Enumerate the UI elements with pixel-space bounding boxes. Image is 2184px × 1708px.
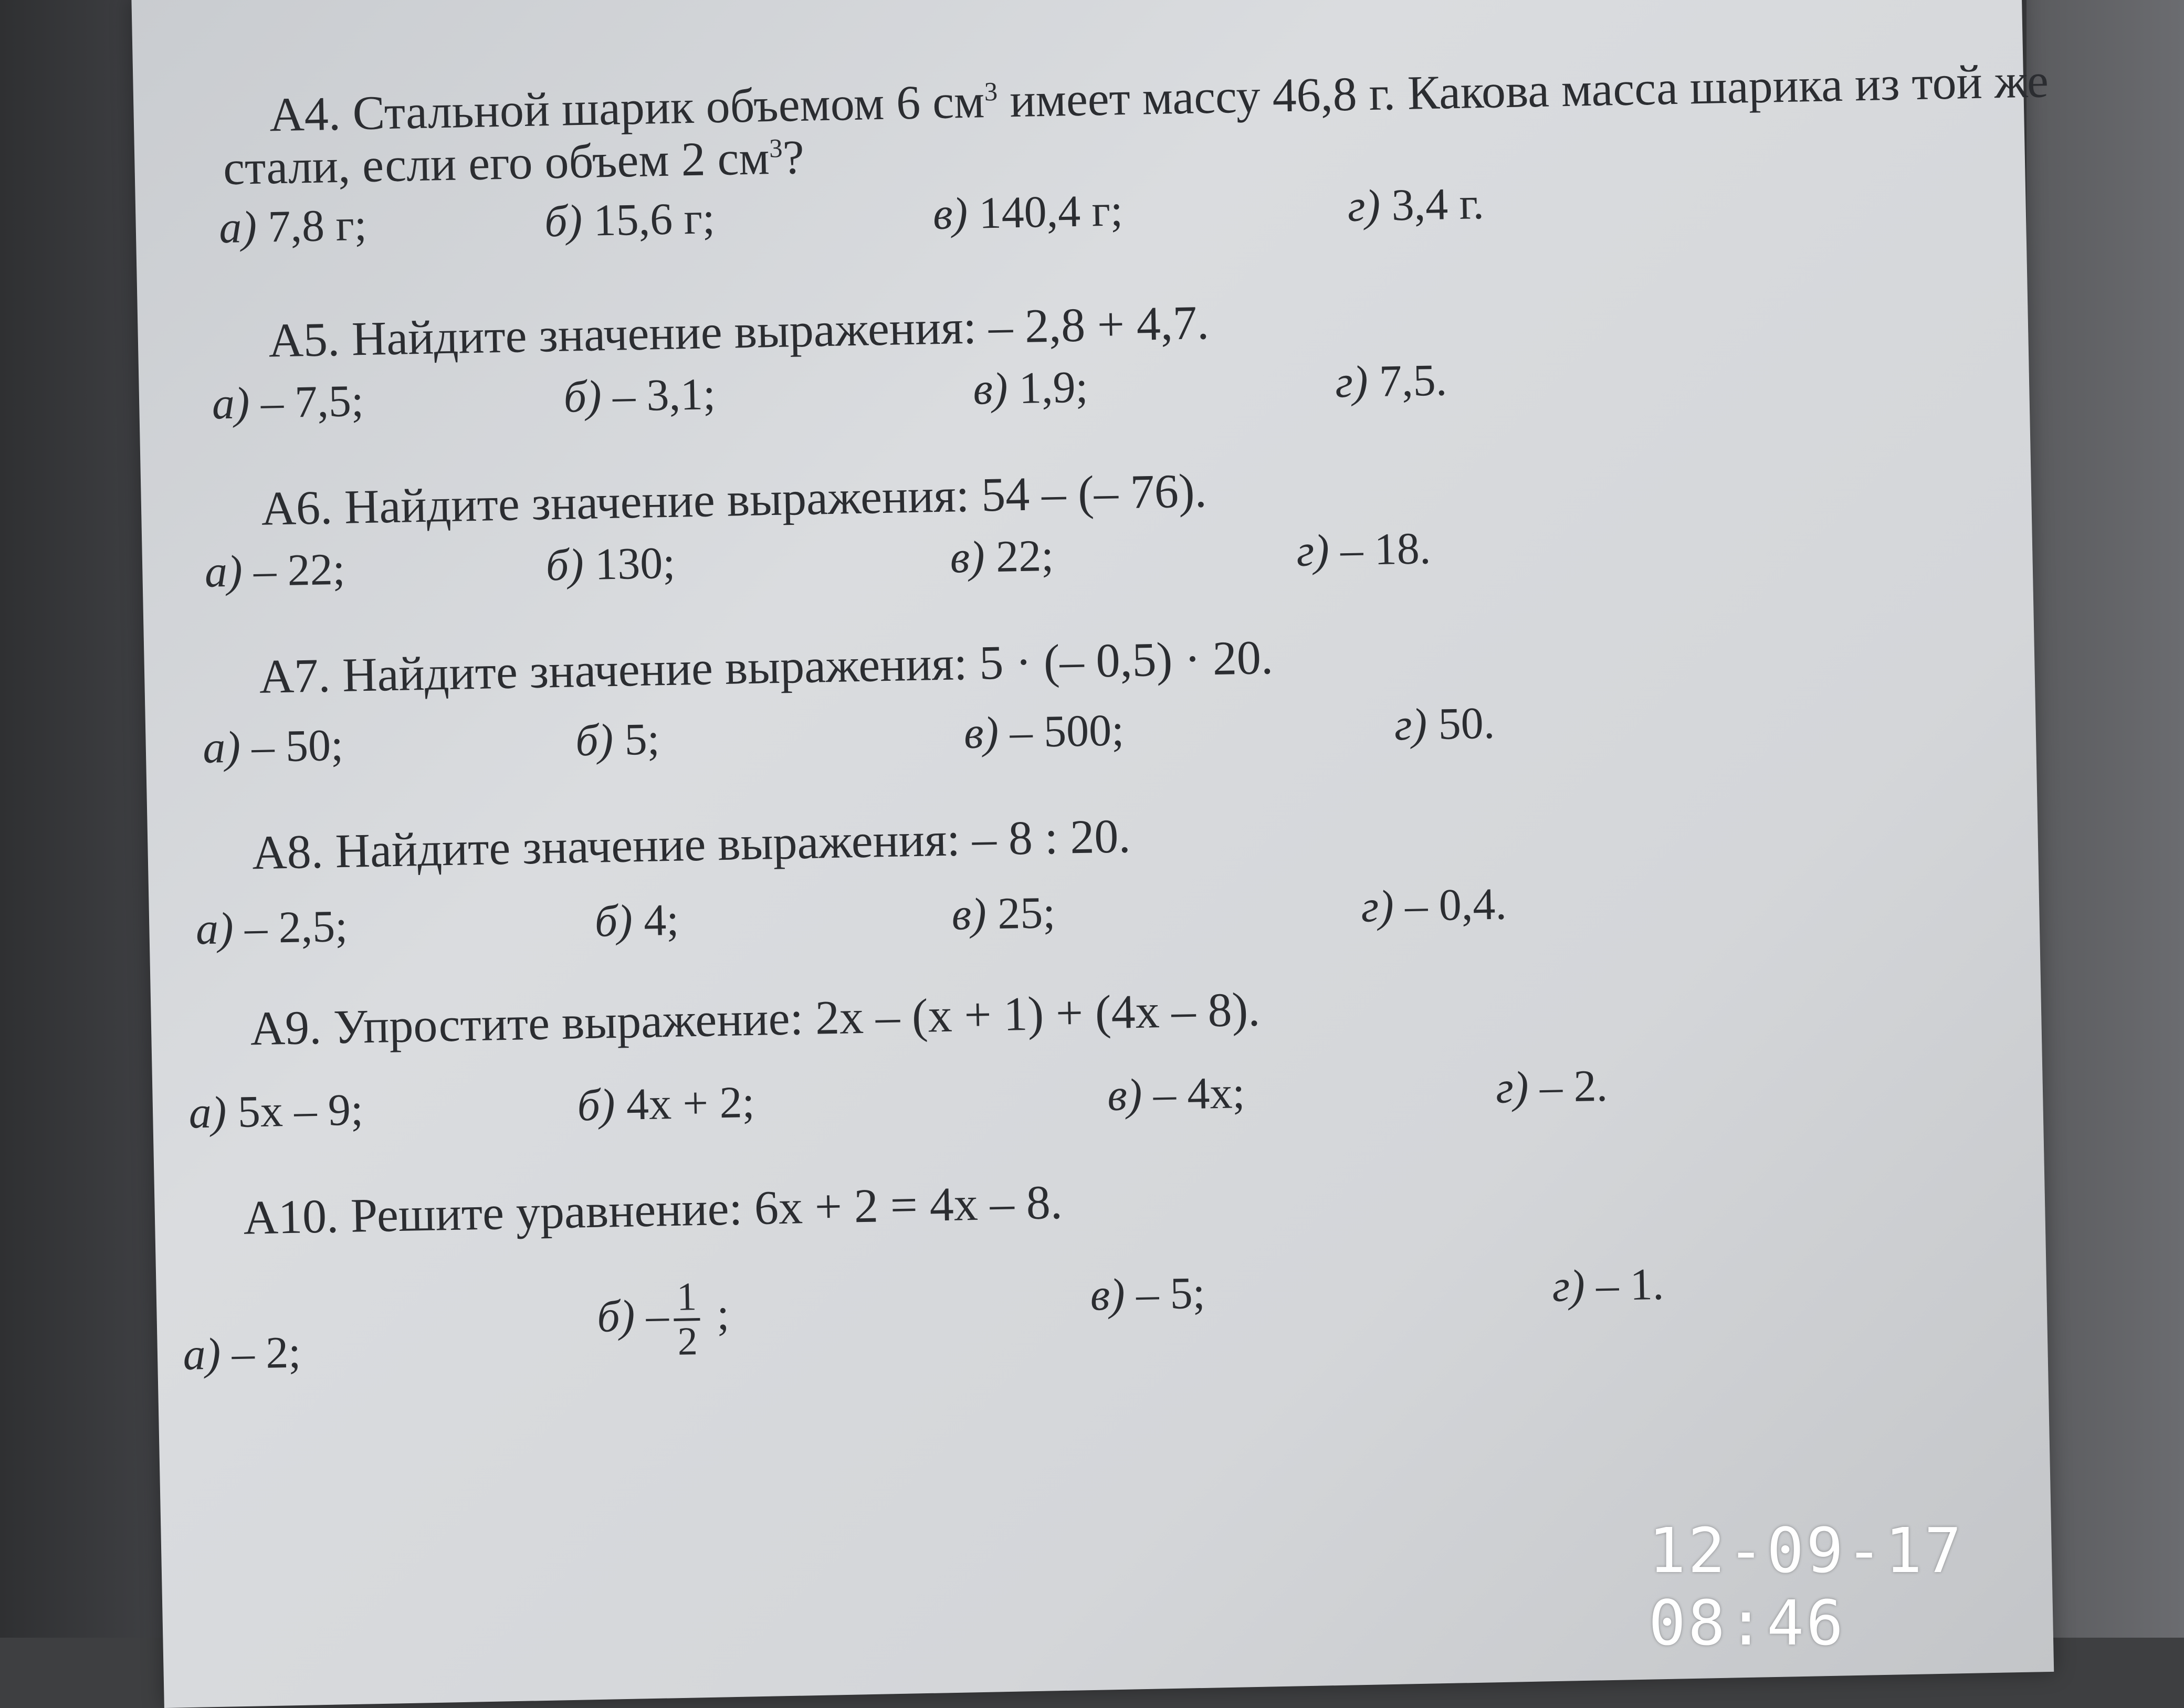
option-text: – 5; xyxy=(1124,1267,1206,1320)
question-a4-text: А4. Стальной шарик объемом 6 см xyxy=(269,74,985,142)
option-text: – 50; xyxy=(240,719,344,772)
option-a7-a xyxy=(202,719,343,774)
option-letter: г) xyxy=(1347,180,1381,231)
question-a4-text-line2: стали, если его объем 2 см xyxy=(223,131,770,195)
option-text: 7,8 г; xyxy=(256,199,368,252)
option-letter: г) xyxy=(1335,356,1369,407)
option-a8-v xyxy=(951,886,1056,941)
option-text: 4x + 2; xyxy=(614,1076,755,1130)
option-letter: в) xyxy=(949,531,985,583)
option-a7-v xyxy=(963,703,1125,759)
question-a10: А10. Решите уравнение: 6x + 2 = 4x – 8. xyxy=(243,1175,1063,1245)
option-a10-g xyxy=(1552,1258,1665,1312)
fraction-denominator: 2 xyxy=(677,1319,698,1364)
fraction-numerator: 1 xyxy=(673,1276,700,1321)
option-a8-a xyxy=(195,900,348,955)
option-letter: г) xyxy=(1394,699,1428,750)
option-a10-a xyxy=(183,1326,301,1380)
fraction xyxy=(673,1276,701,1363)
option-letter: в) xyxy=(1107,1069,1143,1121)
option-text: 5x – 9; xyxy=(226,1084,364,1137)
option-text: – 500; xyxy=(998,704,1125,757)
option-text: – 4x; xyxy=(1141,1067,1246,1120)
option-letter: а) xyxy=(211,377,250,429)
option-a9-a xyxy=(188,1083,364,1138)
option-text: 25; xyxy=(985,887,1056,939)
option-text: 22; xyxy=(984,530,1054,582)
option-a5-v xyxy=(973,361,1089,415)
option-text: ; xyxy=(705,1289,730,1340)
question-a4-line1 xyxy=(269,53,2049,143)
option-minus: – xyxy=(634,1290,669,1341)
question-a6: А6. Найдите значение выражения: 54 – (– 76). xyxy=(260,463,1208,535)
option-a6-b xyxy=(545,536,676,592)
option-letter: в) xyxy=(972,363,1009,414)
option-a9-b xyxy=(577,1076,755,1131)
option-text: – 1. xyxy=(1584,1258,1665,1311)
option-letter: б) xyxy=(545,539,584,591)
option-letter: г) xyxy=(1296,524,1330,576)
option-a5-g xyxy=(1335,353,1447,408)
option-letter: а) xyxy=(195,902,234,954)
option-text: – 3,1; xyxy=(601,368,716,421)
option-a4-g xyxy=(1347,177,1485,232)
option-letter: в) xyxy=(932,187,968,239)
question-mark: ? xyxy=(782,130,805,184)
option-letter: в) xyxy=(1089,1269,1126,1320)
option-a6-g xyxy=(1296,522,1432,577)
option-a7-g xyxy=(1394,697,1495,751)
option-a8-g xyxy=(1361,877,1507,932)
question-a4-line2 xyxy=(223,130,804,196)
option-text: – 18. xyxy=(1328,523,1432,575)
option-letter: в) xyxy=(951,888,987,940)
option-letter: а) xyxy=(182,1328,222,1379)
option-letter: б) xyxy=(576,1079,616,1131)
superscript: 3 xyxy=(769,133,783,163)
question-a4-text-cont: имеет массу 46,8 г. Какова масса шарика из той же xyxy=(997,54,2049,128)
superscript: 3 xyxy=(984,77,998,107)
option-text: 3,4 г. xyxy=(1380,177,1485,230)
option-a10-v xyxy=(1090,1267,1206,1321)
option-text: 130; xyxy=(583,537,676,590)
option-letter: а) xyxy=(218,201,257,253)
option-letter: б) xyxy=(544,195,583,247)
option-a4-a xyxy=(218,198,367,254)
option-text: 4; xyxy=(632,894,680,946)
option-letter: в) xyxy=(963,707,999,758)
option-letter: а) xyxy=(202,721,241,773)
question-a5: А5. Найдите значение выражения: – 2,8 + 4,7. xyxy=(268,296,1210,367)
question-a9: А9. Упростите выражение: 2x – (x + 1) + (4x – 8). xyxy=(249,982,1261,1056)
option-text: – 22; xyxy=(242,543,346,596)
option-a6-v xyxy=(950,529,1054,584)
option-letter: а) xyxy=(204,545,243,597)
option-a5-a xyxy=(212,374,364,430)
option-text: 15,6 г; xyxy=(582,193,716,246)
option-text: – 0,4. xyxy=(1393,878,1507,931)
photo-timestamp: 12-09-17 08:46 xyxy=(1648,1514,1964,1659)
option-a6-a xyxy=(204,543,345,598)
option-text: 50. xyxy=(1426,697,1496,750)
option-a8-b xyxy=(594,893,679,947)
option-letter: б) xyxy=(594,895,633,946)
option-text: 1,9; xyxy=(1007,361,1089,414)
option-letter: г) xyxy=(1360,880,1394,932)
question-a7: А7. Найдите значение выражения: 5 · (– 0,5) · 20. xyxy=(258,630,1274,703)
option-text: – 7,5; xyxy=(249,375,364,428)
option-letter: г) xyxy=(1495,1061,1529,1113)
option-a7-b xyxy=(575,712,660,766)
option-letter: б) xyxy=(596,1290,636,1342)
option-a5-b xyxy=(563,367,716,423)
option-letter: г) xyxy=(1551,1260,1586,1311)
option-text: – 2,5; xyxy=(233,900,348,953)
option-a10-b xyxy=(596,1275,730,1364)
option-text: – 2; xyxy=(220,1326,301,1379)
option-letter: б) xyxy=(563,371,602,422)
option-text: 7,5. xyxy=(1367,354,1447,407)
option-a4-b xyxy=(544,192,715,247)
option-a9-v xyxy=(1107,1066,1245,1121)
question-a8: А8. Найдите значение выражения: – 8 : 20. xyxy=(251,809,1131,880)
option-a4-v xyxy=(932,184,1124,240)
option-text: 140,4 г; xyxy=(967,185,1124,238)
option-letter: а) xyxy=(188,1087,227,1138)
option-text: – 2. xyxy=(1528,1060,1608,1112)
option-text: 5; xyxy=(613,713,660,765)
option-a9-g xyxy=(1495,1059,1608,1114)
option-letter: б) xyxy=(575,714,614,766)
